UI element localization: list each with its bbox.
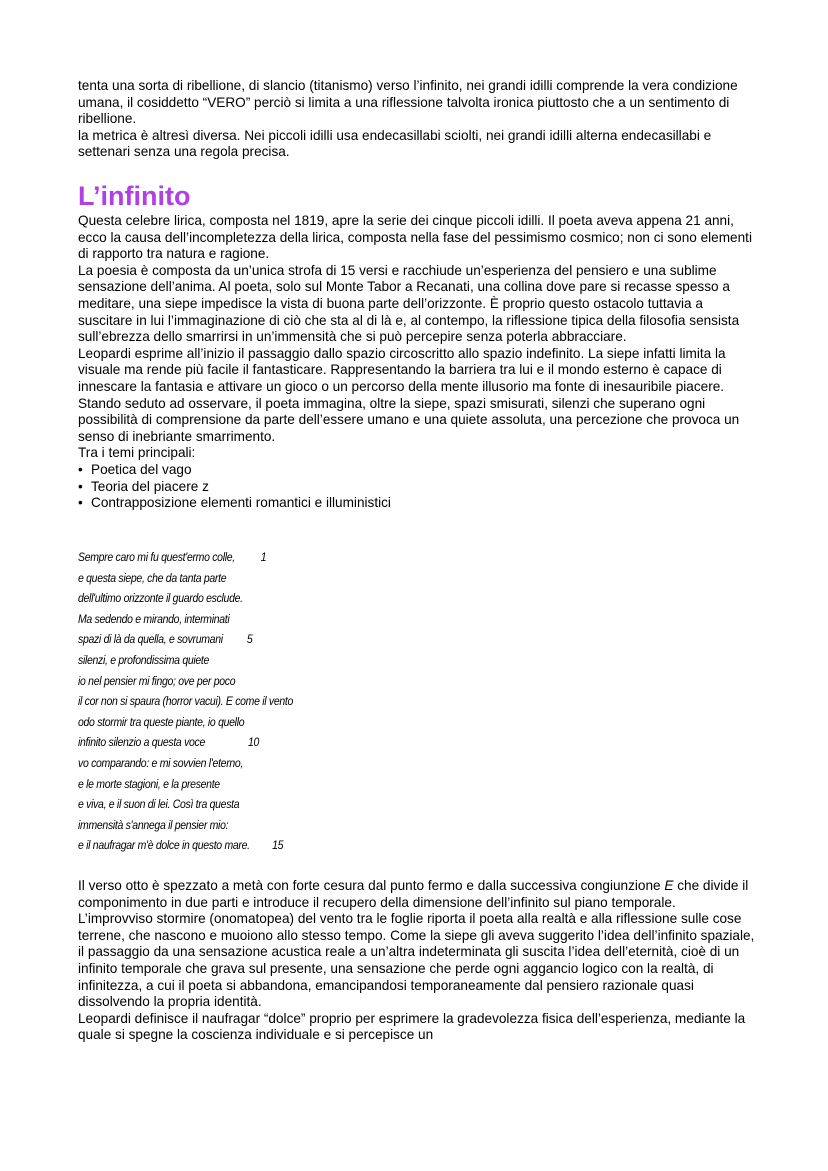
- verse-text: silenzi, e profondissima quiete: [78, 652, 210, 667]
- list-item-label: Poetica del vago: [91, 461, 192, 477]
- verse-text: e il naufragar m'è dolce in questo mare.: [78, 838, 250, 853]
- text-run: Il verso otto è spezzato a metà con forte cesura dal punto fermo e dalla successiva congiunzione: [78, 878, 665, 893]
- poem: [78, 547, 336, 856]
- verse-text: vo comparando: e mi sovvien l'eterno,: [78, 755, 244, 770]
- poem-verse: [78, 671, 336, 692]
- poem-verse: [78, 835, 336, 856]
- verse-text: immensità s'annega il pensier mio:: [78, 817, 229, 832]
- themes-heading: Tra i temi principali:: [78, 445, 196, 461]
- verse-text: infinito silenzio a questa voce: [78, 735, 206, 750]
- verse-text: il cor non si spaura (horror vacui). E come il vento: [78, 694, 294, 709]
- bullet: •: [78, 478, 83, 494]
- verse-text: Sempre caro mi fu quest'ermo colle,: [78, 550, 235, 564]
- list-item-label: Contrapposizione elementi romantici e illuministici: [91, 495, 391, 511]
- poem-verse: [78, 794, 336, 815]
- metrics-paragraph: la metrica è altresì diversa. Nei piccoli idilli usa endecasillabi sciolti, nei grandi idilli alterna endecasillabi e settenari senza una regola precisa.: [78, 127, 712, 160]
- poem-verse: [78, 568, 336, 589]
- poem-verse: [78, 774, 336, 795]
- verse-text: io nel pensier mi fingo; ove per poco: [78, 673, 236, 688]
- text-run: che divide il componimento in due parti e introduce il recupero della dimensione dell’infinito sul piano temporale.: [78, 878, 749, 910]
- intro-section: [78, 78, 758, 161]
- composition-paragraph: Questa celebre lirica, composta nel 1819, apre la serie dei cinque piccoli idilli. Il poeta aveva appena 21 anni, ecco la causa dell’incompletezza della lirica, composta nella fase del pessimismo cosmico; non ci sono elementi di rapporto tra natura e ragione.: [78, 213, 752, 262]
- poem-verse: [78, 547, 336, 568]
- caesura-paragraph: [78, 878, 758, 911]
- poem-verse: [78, 588, 336, 609]
- list-item: [78, 495, 758, 512]
- structure-paragraph: La poesia è composta da un’unica strofa di 15 versi e racchiude un’esperienza del pensiero e una sublime sensazione dell’anima. Al poeta, solo sul Monte Tabor a Recanati, una collina dove pare si recasse spesso a meditare, una siepe impedisce la vista di buona parte dell’orizzonte. È proprio questo ostacolo tuttavia a suscitare in lui l’immaginazione di ciò che sta al di là e, al contempo, la riflessione tipica della filosofia sensista sull’ebrezza dello smarrirsi in un’immensità che si può percepire senza poterla abbracciare.: [78, 262, 740, 345]
- verse-number: 15: [272, 838, 284, 853]
- verse-text: Ma sedendo e mirando, interminati: [78, 611, 230, 626]
- commentary-section: [78, 878, 758, 1044]
- verse-number: 1: [260, 550, 267, 564]
- bullet: •: [78, 461, 83, 477]
- list-item-label: Teoria del piacere z: [91, 478, 209, 494]
- poem-verse: [78, 650, 336, 671]
- wind-paragraph: L’improvviso stormire (onomatopea) del vento tra le foglie riporta il poeta alla realtà e alla riflessione sulle cose terrene, che nascono e muoiono allo stesso tempo. Come la siepe gli aveva suggerito l’idea dell’infinito spaziale, il passaggio da una sensazione acustica reale a un’altra indeterminata gli suscita l’idea dell’eternità, cioè di un infinito temporale che grava sul presente, una sensazione che perde ogni aggancio logico con la realtà, di infinitezza, a cui il poeta si abbandona, emancipandosi temporaneamente dal pensiero razionale quasi dissolvendo la propria identità.: [78, 911, 755, 1010]
- description-section: [78, 213, 758, 512]
- verse-number: 5: [246, 632, 253, 647]
- section-title: L’infinito: [78, 181, 191, 211]
- themes-list: [78, 462, 758, 512]
- list-item: [78, 462, 758, 479]
- verse-text: odo stormir tra queste piante, io quello: [78, 714, 245, 729]
- space-paragraph: Leopardi esprime all’inizio il passaggio dallo spazio circoscritto allo spazio indefinito. La siepe infatti limita la visuale ma rende più facile il fantasticare. Rappresentando la barriera tra lui e il mondo esterno è capace di innescare la fantasia e attivare un gioco o un percorso della mente illusorio ma fonte di inesauribile piacere. Stando seduto ad osservare, il poeta immagina, oltre la siepe, spazi smisurati, silenzi che superano ogni possibilità di comprensione da parte dell’essere umano e una quiete assoluta, una percezione che provoca un senso di inebriante smarrimento.: [78, 345, 740, 444]
- verse-text: spazi di là da quella, e sovrumani: [78, 632, 223, 647]
- list-item: [78, 479, 758, 496]
- bullet: •: [78, 495, 83, 511]
- verse-text: e viva, e il suon di lei. Così tra questa: [78, 797, 240, 812]
- poem-verse: [78, 815, 336, 836]
- verse-number: 10: [248, 735, 260, 750]
- poem-verse: [78, 629, 336, 650]
- shipwreck-paragraph: Leopardi definisce il naufragar “dolce” proprio per esprimere la gradevolezza fisica dell’esperienza, mediante la quale si spegne la coscienza individuale e si percepisce un: [78, 1010, 746, 1043]
- poem-verse: [78, 609, 336, 630]
- poem-verse: [78, 691, 336, 712]
- verse-text: e questa siepe, che da tanta parte: [78, 570, 227, 585]
- verse-text: e le morte stagioni, e la presente: [78, 776, 220, 791]
- poem-verse: [78, 732, 336, 753]
- poem-verse: [78, 753, 336, 774]
- poem-verse: [78, 712, 336, 733]
- intro-paragraph: tenta una sorta di ribellione, di slancio (titanismo) verso l’infinito, nei grandi idilli comprende la vera condizione umana, il cosiddetto “VERO” perciò si limita a una riflessione talvolta ironica piuttosto che a un sentimento di ribellione.: [78, 78, 738, 127]
- verse-text: dell'ultimo orizzonte il guardo esclude.: [78, 591, 243, 606]
- italic-conjunction: E: [664, 878, 674, 893]
